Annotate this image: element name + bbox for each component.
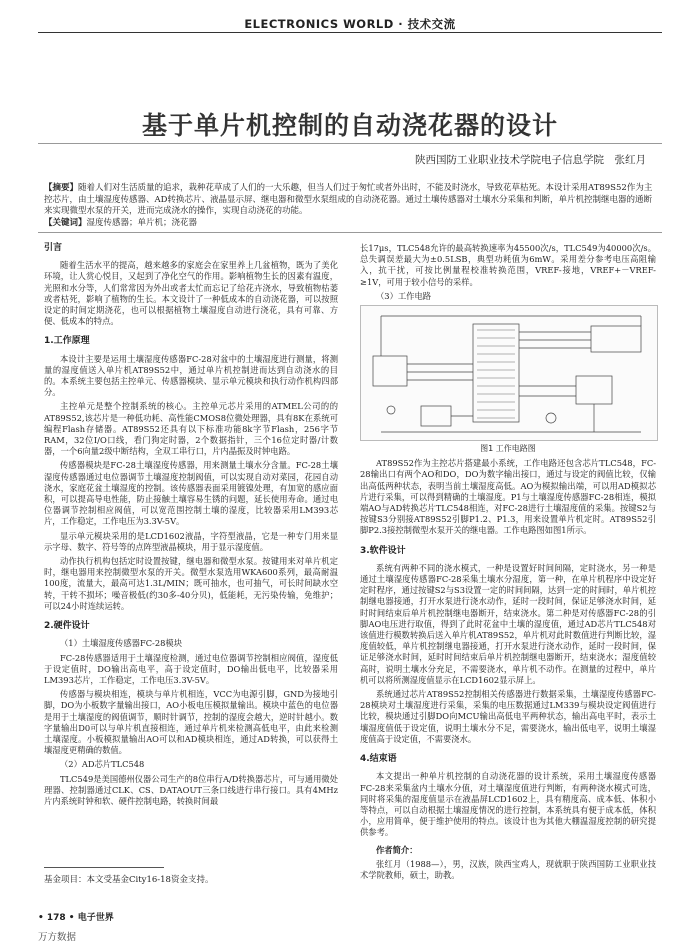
section-hardware-title: 2.硬件设计 <box>44 621 90 632</box>
page-number: • 178 • 电子世界 <box>38 913 114 923</box>
paragraph: 动作执行机构包括定时设置按键，继电器和微型水泵。按键用来对单片机定时，继电器用来控制微型水泵的开关。微型水泵选用WKA600系列，最高耐温100度，流量大，最高可达1.3L/MIN；既可抽水，也可抽气，可长时间缺水空转，干转不损坏；噪音极低(约30多-40分贝)，低能耗，无污染传输，免维护；可以24小时连续运转。 <box>44 556 338 611</box>
title-rule <box>38 143 662 144</box>
paragraph: 主控单元是整个控制系统的核心。主控单元芯片采用的ATMEL公司的的AT89S52,该芯片是一种低功耗、高性能CMOS8位微处理器，具有8K在系统可编程Flash存储器。AT89S52还具有以下标准功能8k字节Flash，256字节RAM，32位I/O口线，看门狗定时器，2个数据指针，三个16位定时器/计数器，一个6向量2级中断结构，全双工串行口，片内晶振及时钟电路。 <box>44 401 338 457</box>
keywords-label: 【关键词】 <box>44 217 87 228</box>
paragraph: FC-28传感器适用于土壤湿度检测，通过电位器调节控制相应阀值，湿度低于设定值时，DO输出高电平，高于设定值时，DO输出低电平，比较器采用LM393芯片，工作稳定，工作电压3.3V-5V。 <box>44 652 338 685</box>
footnote-rule <box>44 867 164 868</box>
paragraph: 本文提出一种单片机控制的自动浇花器的设计系统，采用土壤湿度传感器FC-28来采集盆内土壤水分值，对土壤湿度值进行判断，有两种浇水模式可选，同时将采集的湿度值显示在液晶屏LCD1602上，具有精度高、成本低、体积小等特点，可以自动根据土壤湿度情况的进行控制，本系统具有便于成本低，体积小，应用简单，便于维护使用的特点。该设计也为其他大棚温湿度控制的研究提供参考。 <box>360 771 656 838</box>
abstract-block <box>44 183 656 229</box>
paragraph: 传感器模块是FC-28土壤湿度传感器，用来测量土壤水分含量。FC-28土壤湿度传感器通过电位器调节土壤湿度控制阀值，可以实现自动对菜园，花园自动浇水，家庭花盆土壤湿度的控制。该传感器表面采用镀镍处理，有加宽的感应面积，可以提高导电性能，防止接触土壤容易生锈的问题，延长使用寿命。通过电位器调节控制相应阀值，可以宽范围控制土壤的湿度，比较器采用LM393芯片，工作稳定，工作电压为3.3V-5V。 <box>44 460 338 527</box>
left-column <box>44 243 338 810</box>
section-intro-title: 引言 <box>44 243 63 253</box>
fund-note: 基金项目：本文受基金City16-18资金支持。 <box>44 875 214 885</box>
paragraph: 传感器与模块相连，模块与单片机相连，VCC为电源引脚，GND为接地引脚，DO为小板数字量输出接口，AO小板电压模拟量输出。模块中蓝色的电位器是用于土壤湿度的阀值调节，顺时针调节，控制的湿度会越大，逆时针越小。数字量输出D0可以与单片机直接相连，通过单片机来检测高低电平，由此来检测土壤湿度。小板模拟量输出AO可以和AD模块相连，通过AD转换，可以获得土壤湿度更精确的数值。 <box>44 689 338 756</box>
paragraph: （1）土壤湿度传感器FC-28模块 <box>60 638 183 649</box>
paragraph: 系统通过芯片AT89S52控制相关传感器进行数据采集，土壤湿度传感器FC-28模块对土壤湿度进行采集，采集的电压数据通过LM339与模块设定阀值进行比较，模块通过引脚DO向MCU输出高低电平两种状态，输出高电平时，表示土壤湿度值低于设定值，说明土壤水分不足，需要浇水，输出低电平，说明土壤湿度值高于设定值，不需要浇水。 <box>360 689 656 744</box>
paragraph: （2）AD芯片TLC548 <box>60 759 145 770</box>
paragraph: 本设计主要是运用土壤湿度传感器FC-28对盆中的土壤湿度进行测量，将测量的湿度值送入单片机AT89S52中，通过单片机控制进而达到自动浇水的目的。本系统主要包括主控单元、传感器模块、显示单元模块和执行动作机构四部分。 <box>44 353 338 398</box>
paragraph: TLC549是美国德州仪器公司生产的8位串行A/D转换器芯片，可与通用微处理器、控制器通过CLK、CS、DATAOUT三条口线进行串行接口。具有4MHz片内系统时钟和软、硬件控制电路，转换时间最 <box>44 773 338 806</box>
section-principle-title: 1.工作原理 <box>44 336 90 347</box>
author-line: 陕西国防工业职业技术学院电子信息学院 张红月 <box>415 154 646 166</box>
database-watermark: 万方数据 <box>38 932 77 943</box>
author-info-title: 作者简介： <box>376 844 418 855</box>
paragraph: 随着生活水平的提高，越来越多的家庭会在家里养上几盆植物，既为了美化环境，让人赏心悦目，又起到了净化空气的作用。影响植物生长的因素有温度，光照和水分等，人们常常因为外出或者太忙而忘记了给花卉浇水，导致植物枯萎或者枯死，影响了植物的生长。本文设计了一种低成本的自动浇花器，可以按照设定的时间定期浇花，也可以根据植物土壤湿度自动进行浇花，具有可靠、方便、低成本的特点。 <box>44 260 338 327</box>
paragraph: 系统有两种不同的浇水模式，一种是设置好时间间隔，定时浇水，另一种是通过土壤湿度传感器FC-28采集土壤水分湿度，第一种，在单片机程序中设定好定时程序，通过按键S2与S3设置一定的时间间隔，达到一定的时间时，单片机控制继电器接通，打开水泵进行浇水动作，延时一段时间，保证足够浇水时间，延时时间结束后单片机控制继电器断开，结束浇水。第二种是对传感器FC-28的引脚AO电压进行取值，得到了此时花盆中土壤的湿度值，通过AD芯片TLC548对该值进行模数转换后送入单片机AT89S52，单片机对此时数值进行判断比较，湿度值较低，单片机控制继电器接通，打开水泵进行浇水动作，延时一段时间，保证足够浇水时间，延时时间结束后单片机控制继电器断开，结束浇水；湿度值较高时，说明土壤水分充足，不需要浇水，单片机不动作。在测量的过程中，单片机可以将所测湿度值显示在LCD1602显示屏上。 <box>360 562 656 685</box>
article-title: 基于单片机控制的自动浇花器的设计 <box>141 111 558 140</box>
paragraph: 显示单元模块采用的是LCD1602液晶，字符型液晶，它是一种专门用来显示字母、数字、符号等的点阵型液晶模块，用于显示湿度值。 <box>44 530 338 552</box>
paragraph: 长17μs，TLC548允许的最高转换速率为45500次/s，TLC549为40000次/s。总失调误差最大为±0.5LSB，典型功耗值为6mW。采用差分参考电压高阻输入，抗干扰，可按比例量程校准转换范围，VREF-接地，VREF+－VREF-≥1V，可用于较小信号的采样。 <box>360 243 656 287</box>
section-conclusion-title: 4.结束语 <box>360 754 397 765</box>
circuit-diagram <box>360 305 658 441</box>
circuit-schematic-graphic <box>361 306 657 440</box>
abstract-rule <box>38 232 662 233</box>
paragraph: AT89S52作为主控芯片搭建最小系统，工作电路还包含芯片TLC548，FC-28输出口有两个AO和DO，DO为数字输出接口，通过与设定的阀值比较，仅输出高低两种状态，表明当前土壤湿度高低。AO为模拟输出端，可以用AD模拟芯片进行采集，可以得到精确的土壤湿度。P1与土壤湿度传感器FC-28相连，模拟端AO与AD转换芯片TLC548相连，对FC-28进行土壤湿度值的采集。按键S2与按键S3分别接AT89S52引脚P1.2、P1.3，用来设置单片机定时。AT89S52引脚P2.3接控制微型水泵开关的继电器。工作电路图如图1所示。 <box>360 458 656 536</box>
section-software-title: 3.软件设计 <box>360 545 406 556</box>
abstract-label: 【摘要】 <box>44 183 79 193</box>
header-rule <box>38 32 662 33</box>
author-info: 张红月（1988—），男，汉族，陕西宝鸡人，现就职于陕西国防工业职业技术学院教师，硕士，助教。 <box>360 858 656 880</box>
abstract-text: 随着人们对生活质量的追求，栽种花草成了人们的一大乐趣，但当人们过于匆忙或者外出时，不能及时浇水，导致花草枯死。本设计采用AT89S52作为主控芯片，由土壤湿度传感器、AD转换芯片、液晶显示屏、继电器和微型水泵组成的自动浇花器。通过土壤传感器对土壤水分采集和判断，单片机控制继电器的通断来实现微型水泵的开关，进而完成浇水的操作，实现自动浇花的功能。 <box>44 183 653 216</box>
right-column <box>360 243 656 884</box>
paragraph: （3）工作电路 <box>376 290 432 301</box>
figure-caption: 图1 工作电路图 <box>480 444 536 454</box>
journal-header: ELECTRONICS WORLD · 技术交流 <box>244 17 456 31</box>
keywords-text: 湿度传感器；单片机；浇花器 <box>86 217 198 228</box>
